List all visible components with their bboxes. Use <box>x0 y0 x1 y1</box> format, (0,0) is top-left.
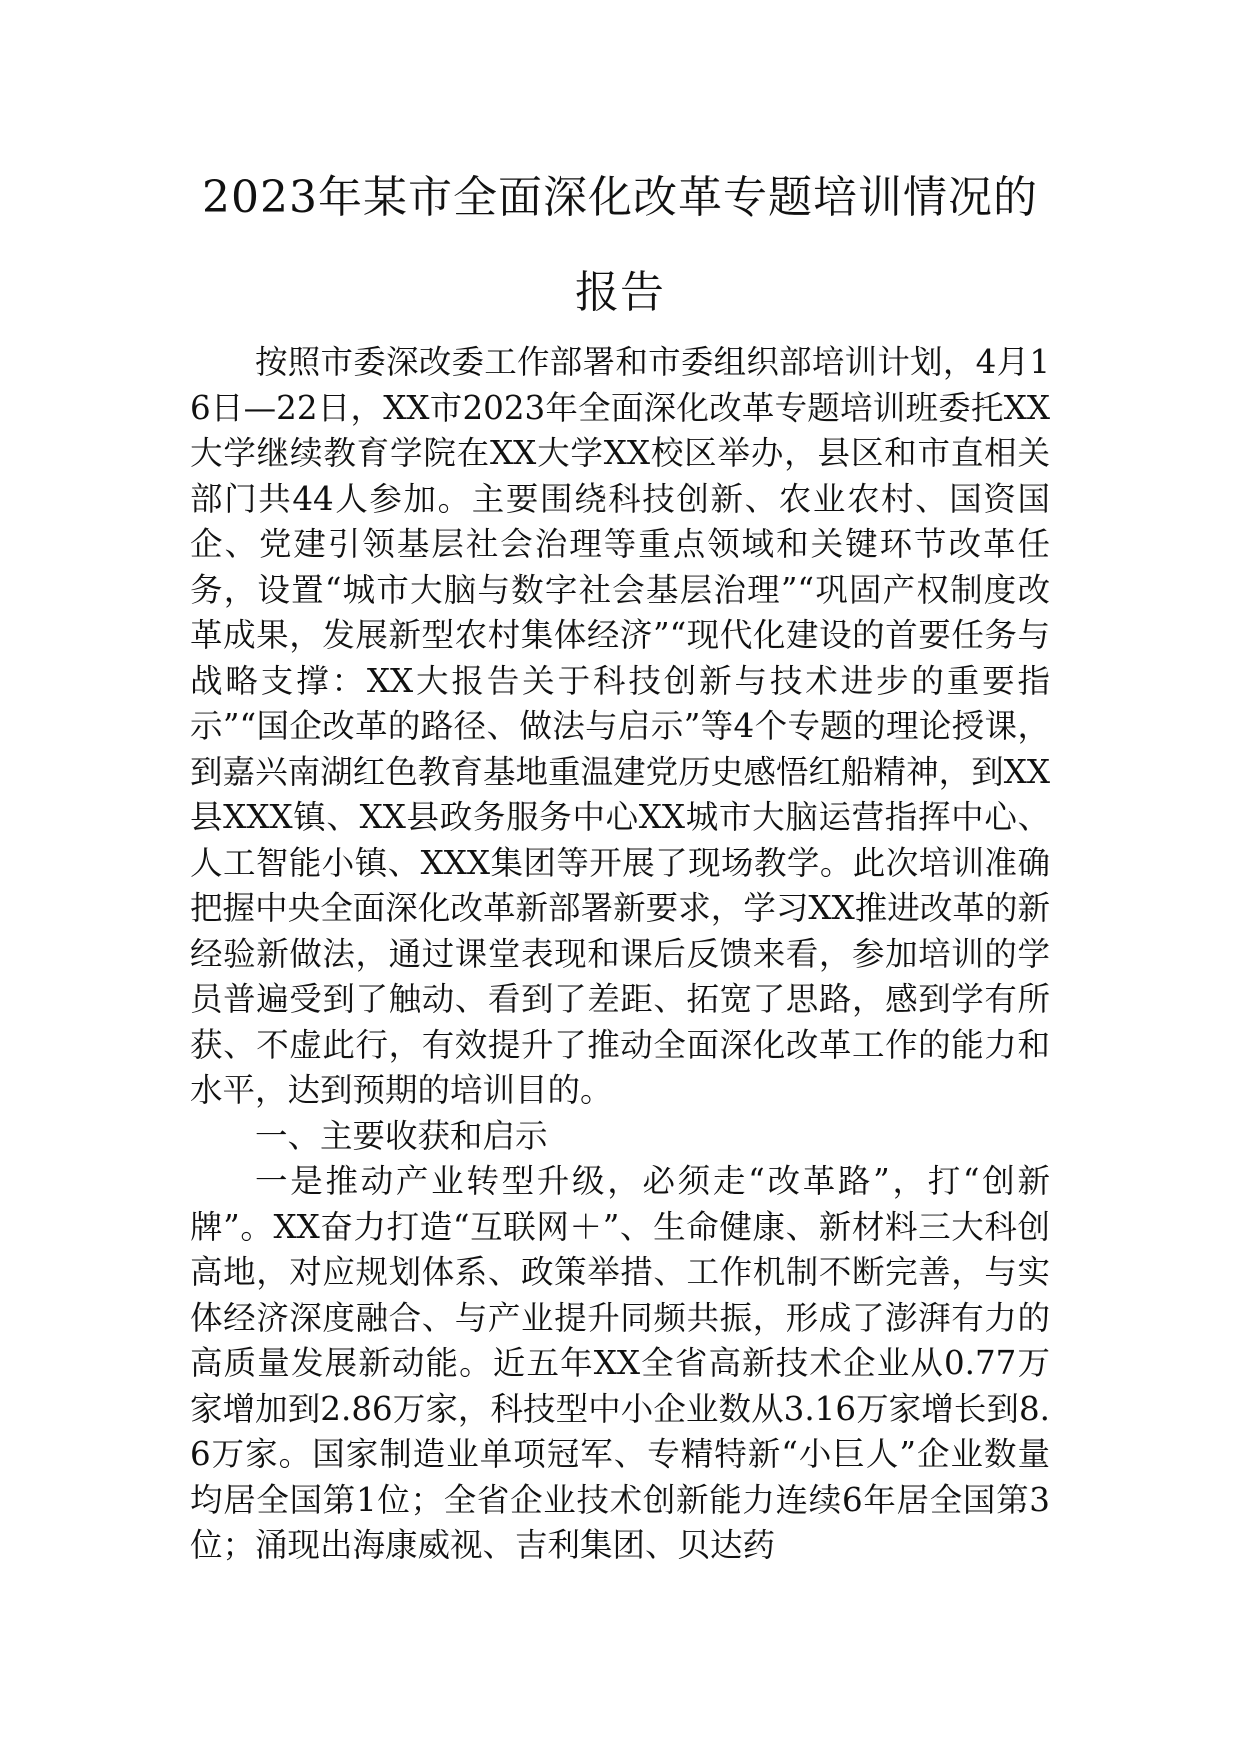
section-heading: 一、主要收获和启示 <box>255 1116 548 1155</box>
intro-paragraph: 按照市委深改委工作部署和市委组织部培训计划，4月16日—22日，XX市2023年全面深化改革专题培训班委托XX大学继续教育学院在XX大学XX校区举办，县区和市直相关部门共44人参加。主要围绕科技创新、农业农村、国资国企、党建引领基层社会治理等重点领域和关键环节改革任务，设置“城市大脑与数字社会基层治理”“巩固产权制度改革成果，发展新型农村集体经济”“现代化建设的首要任务与战略支撑：XX大报告关于科技创新与技术进步的重要指示”“国企改革的路径、做法与启示”等4个专题的理论授课，到嘉兴南湖红色教育基地重温建党历史感悟红船精神，到XX县XXX镇、XX县政务服务中心XX城市大脑运营指挥中心、人工智能小镇、XXX集团等开展了现场教学。此次培训准确把握中央全面深化改革新部署新要求，学习XX推进改革的新经验新做法，通过课堂表现和课后反馈来看，参加培训的学员普遍受到了触动、看到了差距、拓宽了思路，感到学有所获、不虚此行，有效提升了推动全面深化改革工作的能力和水平，达到预期的培训目的。 <box>190 343 1050 1109</box>
title-line-1: 2023年某市全面深化改革专题培训情况的 <box>202 172 1038 223</box>
title-line-2: 报告 <box>575 267 665 318</box>
document-title <box>190 150 1050 340</box>
document-page <box>190 150 1050 1569</box>
section-paragraph: 一是推动产业转型升级，必须走“改革路”，打“创新牌”。XX奋力打造“互联网＋”、生命健康、新材料三大科创高地，对应规划体系、政策举措、工作机制不断完善，与实体经济深度融合、与产业提升同频共振，形成了澎湃有力的高质量发展新动能。近五年XX全省高新技术企业从0.77万家增加到2.86万家，科技型中小企业数从3.16万家增长到8.6万家。国家制造业单项冠军、专精特新“小巨人”企业数量均居全国第1位；全省企业技术创新能力连续6年居全国第3位；涌现出海康威视、吉利集团、贝达药 <box>190 1162 1050 1564</box>
